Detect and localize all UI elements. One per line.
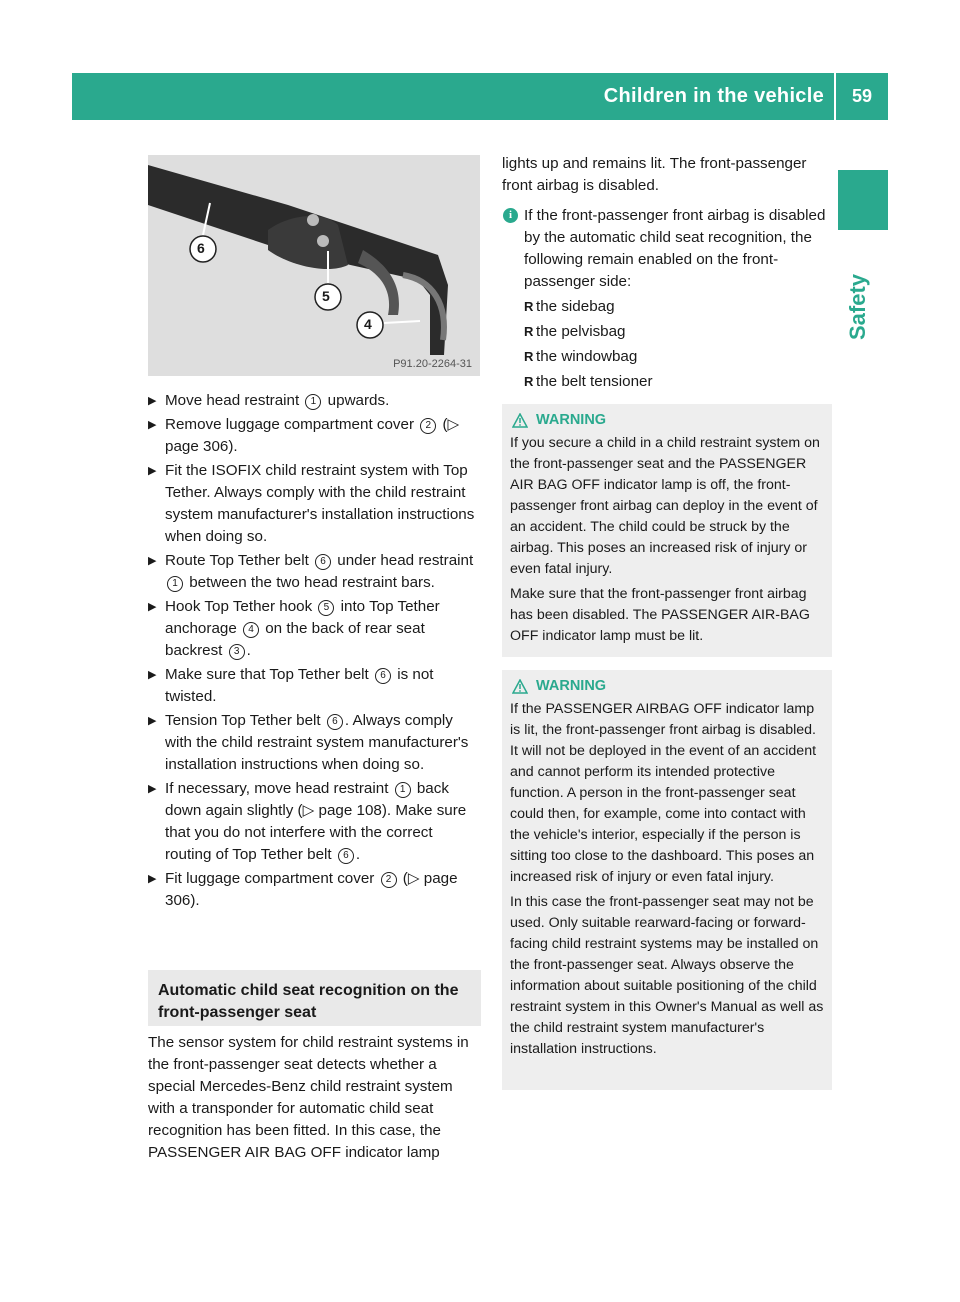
instruction-step xyxy=(148,390,481,412)
instruction-step xyxy=(148,664,481,708)
step-text: back down again slightly (▷ page 108). Make sure that you do not interfere with the correct routing of Top Tether belt xyxy=(165,780,467,863)
figure-code: P91.20-2264-31 xyxy=(393,358,472,370)
page-title: Children in the vehicle xyxy=(603,85,824,107)
step-text: Fit the ISOFIX child restraint system with Top Tether. Always comply with the child restraint system manufacturer's installation instructions when doing so. xyxy=(165,462,475,545)
reference-number: 6 xyxy=(315,554,331,570)
info-note xyxy=(502,205,832,293)
section-heading-box xyxy=(148,970,481,1026)
info-icon: i xyxy=(503,208,518,223)
callout-6: 6 xyxy=(197,240,205,256)
warning-label: WARNING xyxy=(536,412,607,428)
warning-text: In this case the front-passenger seat may not be used. Only suitable rearward-facing or forward-facing child restraint systems may be installed on the front-passenger seat. Always observe the information about suitable positioning of the child restraint system in this Owner's Manual as well as the child restraint system manufacturer's installation instructions. xyxy=(510,894,824,1057)
section-label: Safety xyxy=(845,273,870,340)
bullet-item: R the belt tensioner xyxy=(502,371,832,393)
step-text: (▷ page 306). xyxy=(165,416,460,455)
step-text: Make sure that Top Tether belt xyxy=(165,666,373,683)
reference-number: 1 xyxy=(167,576,183,592)
reference-number: 2 xyxy=(420,418,436,434)
step-text: If necessary, move head restraint xyxy=(165,780,393,797)
step-text: Tension Top Tether belt xyxy=(165,712,325,729)
bullet-item: R the sidebag xyxy=(502,296,832,318)
step-text: between the two head restraint bars. xyxy=(185,574,435,591)
step-text: . xyxy=(246,642,251,659)
step-text: . xyxy=(355,846,361,863)
warning-text: Make sure that the front-passenger front airbag has been disabled. The PASSENGER AIR-BAG OFF indicator lamp must be lit. xyxy=(510,586,810,644)
reference-number: 6 xyxy=(327,714,343,730)
step-text: (▷ page 306). xyxy=(165,870,458,909)
info-text: If the front-passenger front airbag is disabled by the automatic child seat recognition, the following remain enabled on the front-passenger side: xyxy=(524,207,826,290)
section-heading: Automatic child seat recognition on the front-passenger seat xyxy=(158,982,459,1021)
step-text: Hook Top Tether hook xyxy=(165,598,317,615)
warning-triangle-icon xyxy=(512,413,528,428)
step-text: Fit luggage compartment cover xyxy=(165,870,379,887)
warning-header xyxy=(510,676,824,697)
reference-number: 2 xyxy=(381,872,397,888)
instruction-step xyxy=(148,414,481,458)
section-tab xyxy=(838,170,888,230)
callout-5: 5 xyxy=(322,288,330,304)
reference-number: 1 xyxy=(305,394,321,410)
step-text: is not twisted. xyxy=(165,666,434,705)
warning-box-1 xyxy=(502,404,832,657)
continuation-text: lights up and remains lit. The front-passenger front airbag is disabled. xyxy=(502,155,807,194)
instruction-step xyxy=(148,460,481,548)
step-text: Route Top Tether belt xyxy=(165,552,314,569)
reference-number: 4 xyxy=(243,622,259,638)
warning-text: If the PASSENGER AIRBAG OFF indicator lamp is lit, the front-passenger front airbag is disabled. It will not be deployed in the event of an accident and cannot perform its intended protective function. A person in the front-passenger seat could then, for example, come into contact with the vehicle's interior, especially if the person is sitting too close to the dashboard. This poses an increased risk of injury or even fatal injury. xyxy=(510,701,817,885)
bullet-item: R the pelvisbag xyxy=(502,321,832,343)
page-header xyxy=(72,73,888,120)
warning-header xyxy=(510,410,824,431)
step-text: on the back of rear seat backrest xyxy=(165,620,425,659)
section-body: The sensor system for child restraint systems in the front-passenger seat detects whether a special Mercedes-Benz child restraint system with a transponder for automatic child seat recognition has been fitted. In this case, the PASSENGER AIR BAG OFF indicator lamp xyxy=(148,1034,469,1161)
bullet-item: R the windowbag xyxy=(502,346,832,368)
step-text: under head restraint xyxy=(333,552,474,569)
instruction-step xyxy=(148,868,481,912)
step-text: into Top Tether anchorage xyxy=(165,598,440,637)
warning-triangle-icon xyxy=(512,679,528,694)
step-text: Remove luggage compartment cover xyxy=(165,416,419,433)
instruction-steps xyxy=(148,390,481,914)
warning-box-2 xyxy=(502,670,832,1090)
tether-illustration xyxy=(148,155,480,376)
reference-number: 3 xyxy=(229,644,245,660)
warning-text: If you secure a child in a child restraint system on the front-passenger seat and the PASSENGER AIR BAG OFF indicator lamp is off, the front-passenger front airbag can deploy in the event of an accident. The child could be struck by the airbag. This poses an increased risk of injury or even fatal injury. xyxy=(510,435,820,577)
warning-label: WARNING xyxy=(536,678,607,694)
reference-number: 6 xyxy=(375,668,391,684)
page-number: 59 xyxy=(851,86,873,106)
reference-number: 6 xyxy=(338,848,354,864)
step-text: upwards. xyxy=(323,392,390,409)
right-column xyxy=(502,153,832,393)
instruction-step xyxy=(148,778,481,866)
callout-4: 4 xyxy=(364,316,372,332)
instruction-step xyxy=(148,710,481,776)
reference-number: 5 xyxy=(318,600,334,616)
step-text: . Always comply with the child restraint system manufacturer's installation instructions when doing so. xyxy=(165,712,469,773)
instruction-step xyxy=(148,596,481,662)
callout-layer xyxy=(148,155,480,376)
instruction-step xyxy=(148,550,481,594)
step-text: Move head restraint xyxy=(165,392,304,409)
reference-number: 1 xyxy=(395,782,411,798)
